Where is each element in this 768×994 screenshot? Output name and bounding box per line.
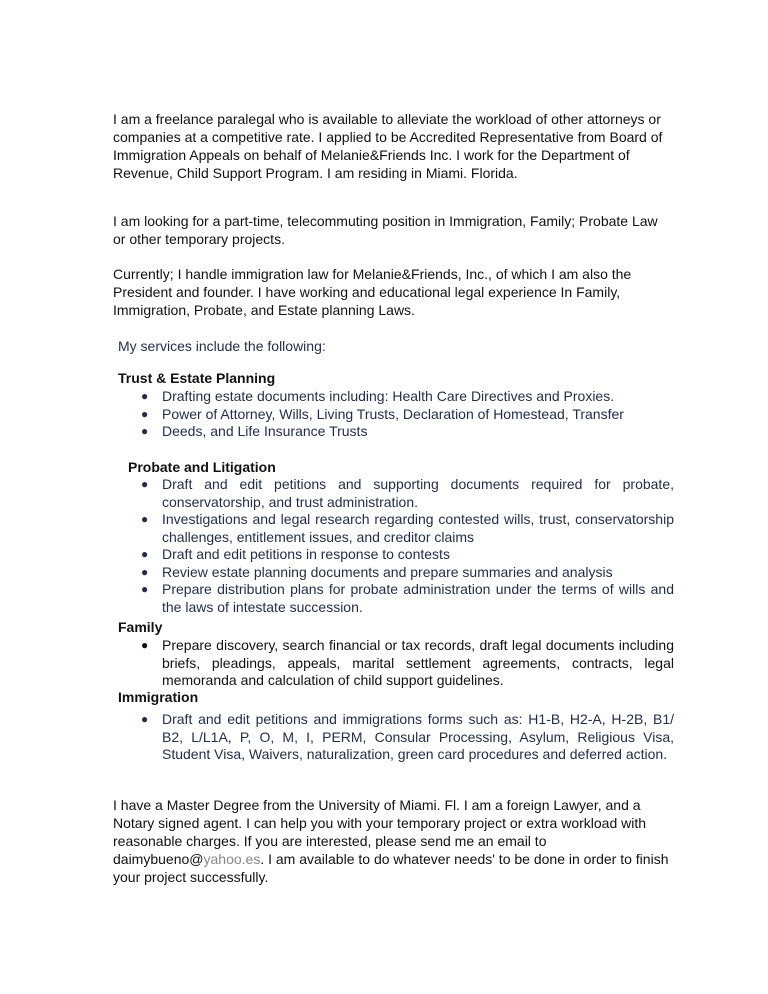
list-item: ● Drafting estate documents including: Health Care Directives and Proxies. bbox=[141, 388, 615, 404]
bullet-icon: ● bbox=[141, 389, 149, 403]
list-item: ● Review estate planning documents and prepare summaries and analysis bbox=[141, 563, 613, 580]
list-item: ● Investigations and legal research regarding contested wills, trust, conservatorship challenges, entitlement issues, and creditor claims bbox=[141, 511, 674, 545]
list-item: ● Prepare discovery, search financial or tax records, draft legal documents including briefs, pleadings, appeals, marital settlement agreements, contracts, legal memoranda and calculation of child support guidelines. bbox=[141, 637, 674, 688]
intro-paragraph: I am a freelance paralegal who is available to alleviate the workload of other attorneys or companies at a competitive rate. I applied to be Accredited Representative from Board of Immigration Appeals on behalf of Melanie&Friends Inc. I work for the Department of Revenue, Child Support Program. I am residing in Miami. Florida. bbox=[113, 111, 663, 181]
immigration-list bbox=[137, 711, 674, 764]
bullet-icon: ● bbox=[141, 547, 149, 561]
seeking-paragraph: I am looking for a part-time, telecommuting position in Immigration, Family; Probate Law or other temporary projects. bbox=[113, 213, 658, 247]
bullet-icon: ● bbox=[141, 638, 149, 652]
section-heading-probate: Probate and Litigation bbox=[128, 459, 276, 475]
list-item: ● Deeds, and Life Insurance Trusts bbox=[141, 423, 368, 439]
section-heading-family: Family bbox=[118, 619, 163, 635]
family-list bbox=[137, 637, 674, 690]
bullet-icon: ● bbox=[141, 564, 149, 579]
section-heading-immigration: Immigration bbox=[118, 689, 199, 705]
list-item: ● Draft and edit petitions in response to contests bbox=[141, 546, 450, 562]
bullet-icon: ● bbox=[141, 406, 149, 421]
probate-list bbox=[137, 476, 674, 616]
list-item: ● Prepare distribution plans for probate administration under the terms of wills and the laws of intestate succession. bbox=[141, 581, 674, 615]
current-role-paragraph: Currently; I handle immigration law for Melanie&Friends, Inc., of which I am also the President and founder. I have working and educational legal experience In Family, Immigration, Probate, and Estate planning Laws. bbox=[113, 266, 632, 318]
bullet-icon: ● bbox=[141, 477, 149, 491]
list-item: ● Draft and edit petitions and immigrations forms such as: H1-B, H2-A, H-2B, B1/ B2, L/L1A, P, O, M, I, PERM, Consular Processing, Asylum, Religious Visa, Student Visa, Waivers, naturalization, green card procedures and deferred action. bbox=[141, 711, 674, 762]
bullet-icon: ● bbox=[141, 582, 149, 596]
bullet-icon: ● bbox=[141, 424, 149, 438]
services-intro: My services include the following: bbox=[118, 338, 326, 354]
list-item: ● Power of Attorney, Wills, Living Trusts, Declaration of Homestead, Transfer bbox=[141, 405, 624, 422]
trust-list bbox=[137, 388, 677, 441]
closing-paragraph: I have a Master Degree from the University of Miami. Fl. I am a foreign Lawyer, and a Notary signed agent. I can help you with your temporary project or extra workload with reasonable charges. If you are interested, please send me an email to daimybueno@yahoo.es. I am available to do whatever needs' to be done in order to finish your project successfully. bbox=[113, 797, 669, 885]
email-domain-link[interactable]: yahoo.es bbox=[203, 851, 261, 867]
bullet-icon: ● bbox=[141, 512, 149, 526]
list-item: ● Draft and edit petitions and supporting documents required for probate, conservatorship, and trust administration. bbox=[141, 476, 674, 510]
bullet-icon: ● bbox=[141, 712, 149, 726]
section-heading-trust: Trust & Estate Planning bbox=[118, 370, 276, 386]
